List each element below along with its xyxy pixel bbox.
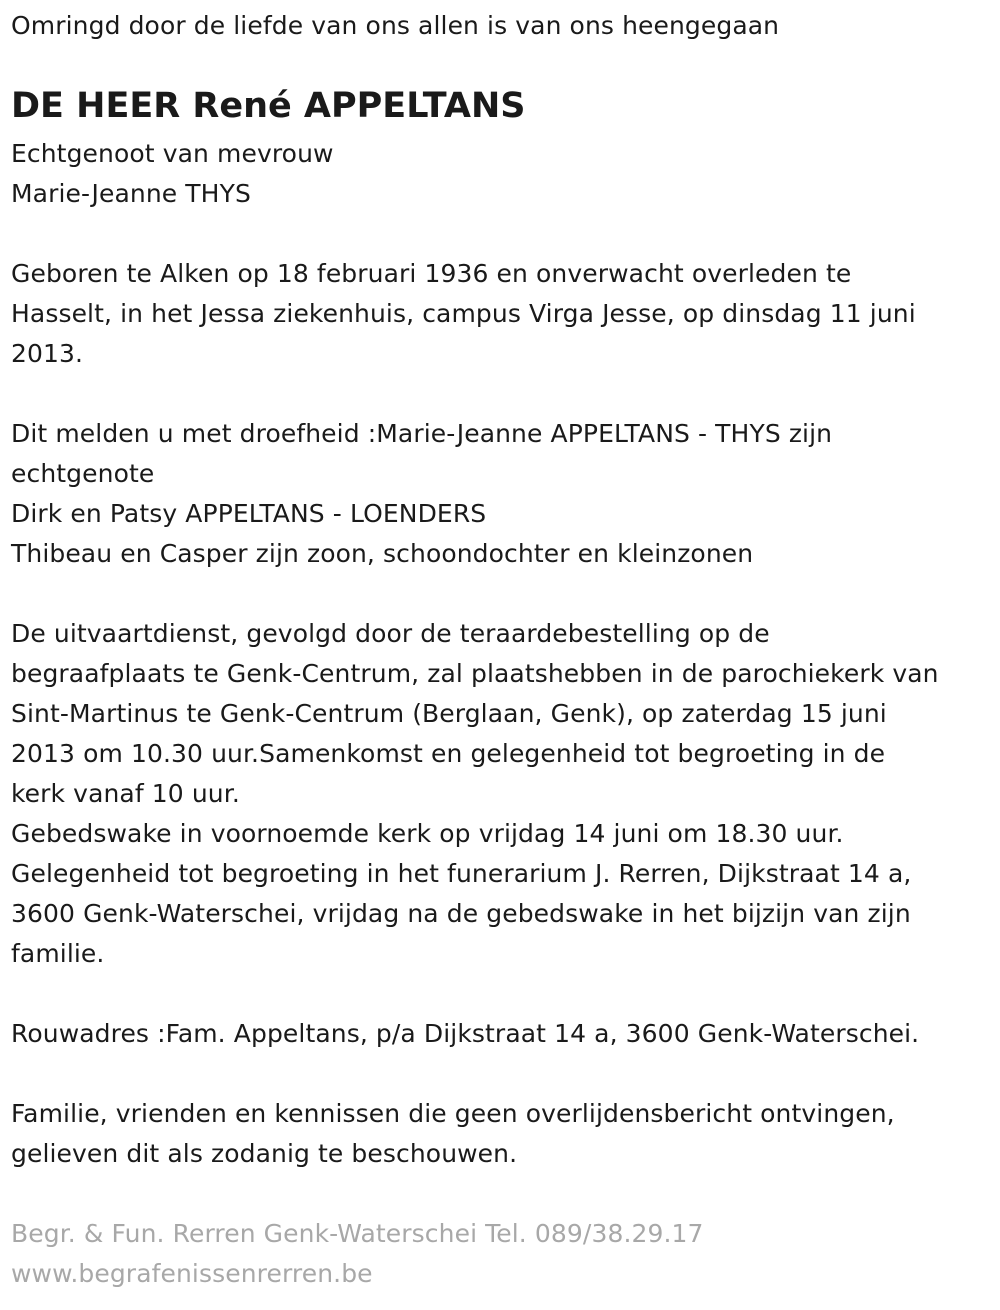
announcers-line: Dit melden u met droefheid :Marie-Jeanne APPELTANS - THYS zijn — [11, 419, 833, 448]
spouse-line: Echtgenoot van mevrouw — [11, 139, 334, 168]
funeral-home-info: Begr. & Fun. Rerren Genk-Waterschei Tel. 089/38.29.17 — [11, 1219, 704, 1248]
service-line: familie. — [11, 939, 105, 968]
announcers-line: Thibeau en Casper zijn zoon, schoondochter en kleinzonen — [11, 539, 754, 568]
funeral-home-website: www.begrafenissenrerren.be — [11, 1259, 373, 1288]
mourning-address: Rouwadres :Fam. Appeltans, p/a Dijkstraat 14 a, 3600 Genk-Waterschei. — [11, 1019, 920, 1048]
announcers-line: echtgenote — [11, 459, 155, 488]
announcers-line: Dirk en Patsy APPELTANS - LOENDERS — [11, 499, 487, 528]
deceased-name: DE HEER René APPELTANS — [11, 86, 526, 126]
birth-death-line: Geboren te Alken op 18 februari 1936 en onverwacht overleden te — [11, 259, 852, 288]
birth-death-line: Hasselt, in het Jessa ziekenhuis, campus Virga Jesse, op dinsdag 11 juni — [11, 299, 916, 328]
service-line: Gebedswake in voornoemde kerk op vrijdag 14 juni om 18.30 uur. — [11, 819, 844, 848]
service-line: Sint-Martinus te Genk-Centrum (Berglaan, Genk), op zaterdag 15 juni — [11, 699, 887, 728]
service-line: De uitvaartdienst, gevolgd door de teraardebestelling op de — [11, 619, 770, 648]
birth-death-line: 2013. — [11, 339, 84, 368]
service-line: 3600 Genk-Waterschei, vrijdag na de gebedswake in het bijzijn van zijn — [11, 899, 911, 928]
spouse-name: Marie-Jeanne THYS — [11, 179, 251, 208]
intro-line: Omringd door de liefde van ons allen is van ons heengegaan — [11, 11, 780, 40]
service-line: Gelegenheid tot begroeting in het funerarium J. Rerren, Dijkstraat 14 a, — [11, 859, 912, 888]
closing-line: gelieven dit als zodanig te beschouwen. — [11, 1139, 518, 1168]
service-line: kerk vanaf 10 uur. — [11, 779, 240, 808]
service-line: begraafplaats te Genk-Centrum, zal plaatshebben in de parochiekerk van — [11, 659, 939, 688]
closing-line: Familie, vrienden en kennissen die geen overlijdensbericht ontvingen, — [11, 1099, 895, 1128]
service-line: 2013 om 10.30 uur.Samenkomst en gelegenheid tot begroeting in de — [11, 739, 886, 768]
